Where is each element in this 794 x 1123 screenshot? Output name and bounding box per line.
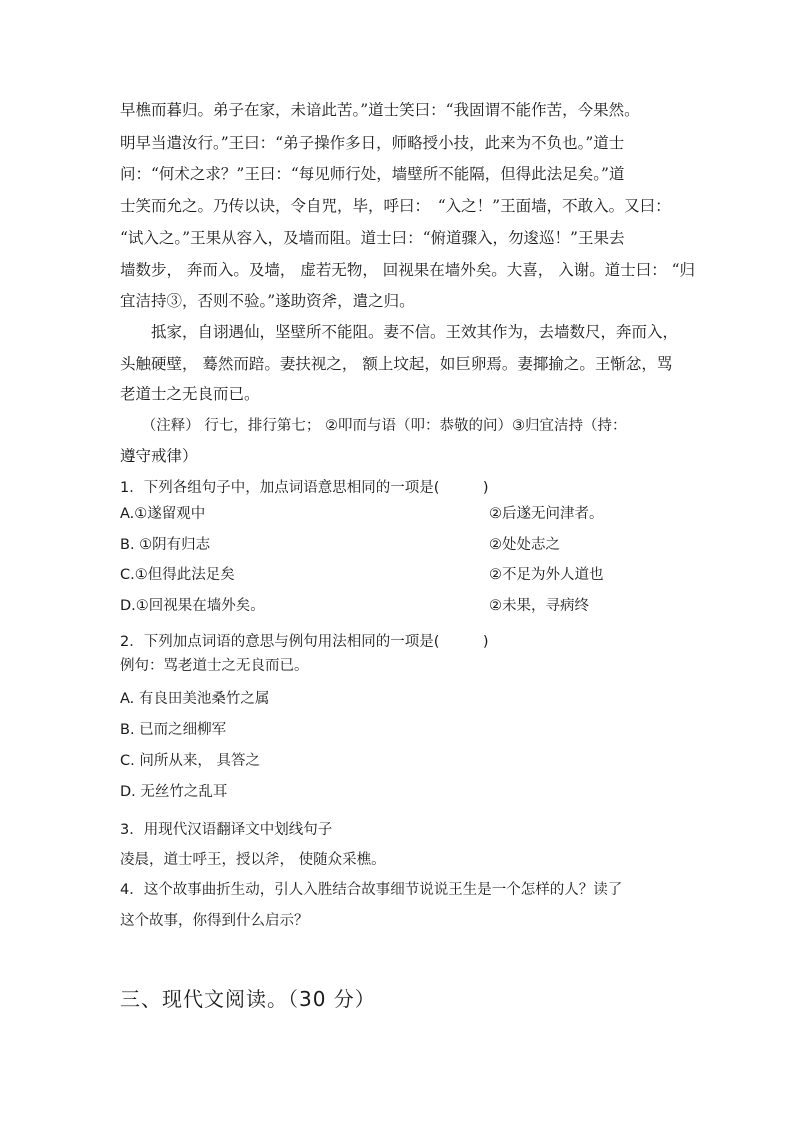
option-left: A.①遂留观中: [120, 506, 206, 522]
example-sentence: 例句：骂老道士之无良而已。: [120, 658, 309, 674]
question-stem: 3．用现代汉语翻译文中划线句子: [120, 822, 333, 838]
annotation-note: （注释） 行七，排行第七； ②叩而与语（叩：恭敬的问）③归宜洁持（持：: [120, 418, 627, 434]
option-right: ②处处志之: [489, 537, 560, 553]
option-left: B. ①阴有归志: [120, 537, 211, 553]
translation-sentence: 凌晨，道士呼王，授以斧， 使随众采樵。: [120, 852, 386, 868]
passage-line: 问：“何术之求？”王曰：“每见师行处，墙壁所不能隔，但得此法足矣。”道: [120, 165, 625, 183]
passage-line: “试入之。”王果从容入，及墙而阻。道士曰：“俯道骤入，勿逡巡！”王果去: [120, 229, 625, 247]
option-right: ②后遂无问津者。: [489, 506, 604, 522]
passage-line: 老道士之无良而已。: [120, 385, 260, 403]
option-b: B. 已而之细柳军: [120, 722, 227, 738]
passage-line: 头触硬壁， 蓦然而踣。妻扶视之， 额上坟起，如巨卵焉。妻揶揄之。王惭忿，骂: [120, 355, 673, 373]
passage-line: 抵家，自诩遇仙，坚壁所不能阻。妻不信。王效其作为，去墙数尺，奔而入，: [120, 323, 679, 341]
option-left: C.①但得此法足矣: [120, 567, 235, 583]
option-c: C. 问所从来， 具答之: [120, 753, 260, 769]
option-right: ②未果，寻病终: [489, 598, 589, 614]
option-d: D. 无丝竹之乱耳: [120, 784, 228, 800]
option-left: D.①回视果在墙外矣。: [120, 598, 265, 614]
option-row: [120, 596, 589, 616]
option-right: ②不足为外人道也: [489, 567, 604, 583]
question-stem-continued: 这个故事，你得到什么启示？: [120, 913, 309, 929]
passage-line: 早樵而暮归。弟子在家，未谙此苦。”道士笑曰：“我固谓不能作苦，今果然。: [120, 101, 640, 119]
question-stem: 1．下列各组句子中，加点词语意思相同的一项是( ): [120, 480, 489, 496]
option-row: [120, 565, 604, 585]
passage-line: 宜洁持③，否则不验。”遂助资斧，遣之归。: [120, 292, 415, 310]
passage-line: 明早当遣汝行。”王曰：“弟子操作多日，师略授小技，此来为不负也。”道士: [120, 134, 625, 152]
question-stem: 4．这个故事曲折生动，引人入胜结合故事细节说说王生是一个怎样的人？读了: [120, 882, 623, 898]
question-stem: 2．下列加点词语的意思与例句用法相同的一项是( ): [120, 634, 489, 650]
option-a: A. 有良田美池桑竹之属: [120, 691, 270, 707]
section-heading: 三、现代文阅读。（30 分）: [120, 987, 376, 1011]
option-row: [120, 535, 560, 555]
annotation-note-continued: 遵守戒律）: [120, 447, 198, 465]
passage-line: 士笑而允之。乃传以诀，令自咒，毕，呼曰： “入之！”王面墙，不敢入。又曰：: [120, 197, 671, 215]
passage-line: 墙数步， 奔而入。及墙， 虚若无物， 回视果在墙外矣。大喜， 入谢。道士曰： “归: [120, 261, 696, 279]
option-row: [120, 504, 604, 524]
